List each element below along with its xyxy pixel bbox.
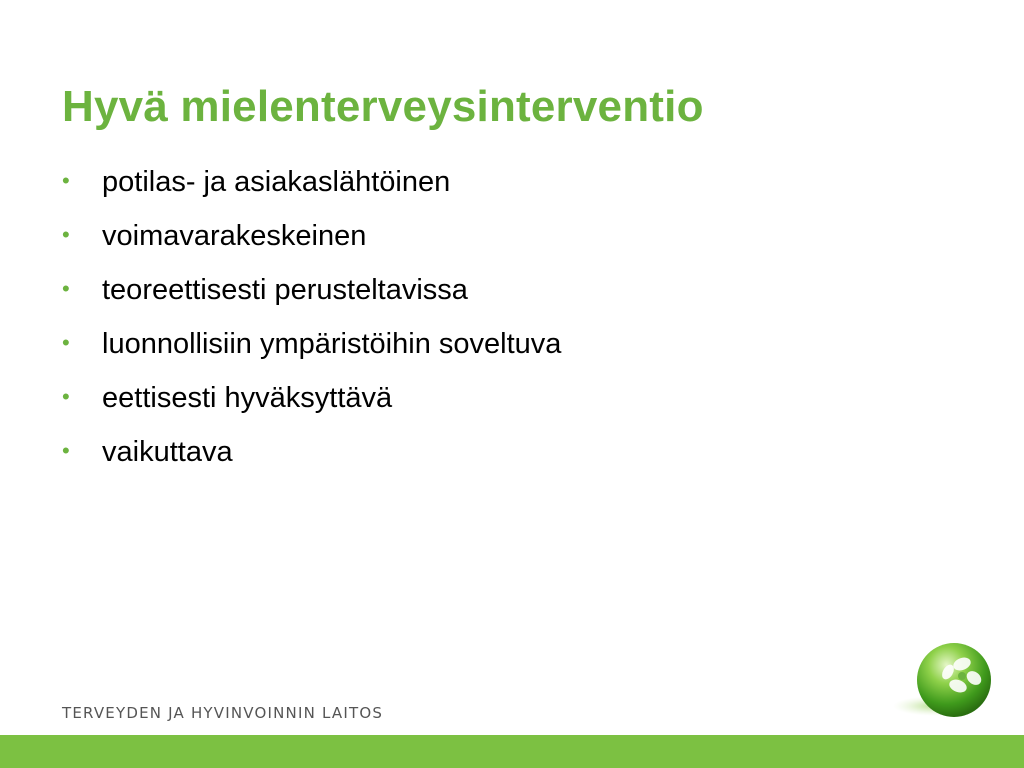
list-item <box>62 220 561 274</box>
bullet-text: teoreettisesti perusteltavissa <box>102 274 468 306</box>
footer-bar <box>0 735 1024 768</box>
organization-name: TERVEYDEN JA HYVINVOINNIN LAITOS <box>62 704 384 722</box>
bullet-icon: • <box>62 330 70 355</box>
list-item <box>62 436 561 490</box>
bullet-text: potilas- ja asiakaslähtöinen <box>102 166 451 198</box>
list-item <box>62 274 561 328</box>
bullet-icon: • <box>62 276 70 301</box>
bullet-text: voimavarakeskeinen <box>102 220 367 252</box>
list-item <box>62 382 561 436</box>
list-item <box>62 328 561 382</box>
bullet-icon: • <box>62 438 70 463</box>
bullet-text: luonnollisiin ympäristöihin soveltuva <box>102 328 562 360</box>
slide-title: Hyvä mielenterveysinterventio <box>62 82 704 131</box>
bullet-icon: • <box>62 384 70 409</box>
bullet-text: vaikuttava <box>102 436 233 468</box>
bullet-text: eettisesti hyväksyttävä <box>102 382 393 414</box>
bullet-icon: • <box>62 168 70 193</box>
bullet-list <box>62 166 561 490</box>
bullet-icon: • <box>62 222 70 247</box>
green-globe-clover-icon <box>890 640 1000 726</box>
list-item <box>62 166 561 220</box>
